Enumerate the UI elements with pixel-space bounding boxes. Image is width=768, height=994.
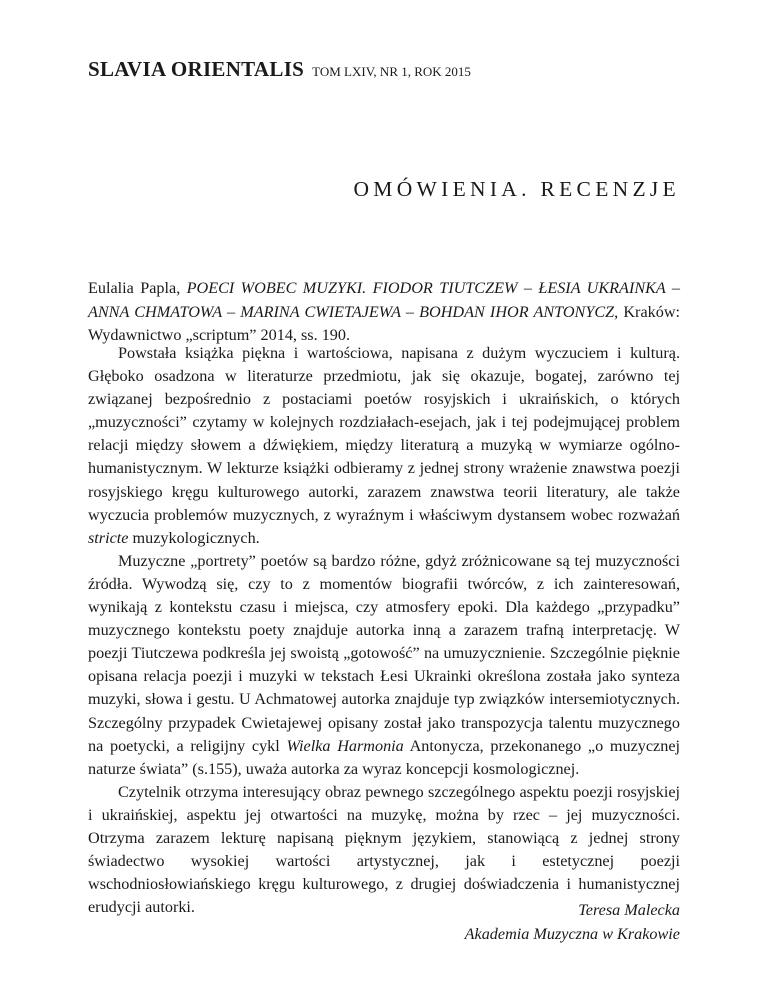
journal-header <box>88 57 471 82</box>
paragraph-1-emphasis: stricte <box>88 528 129 547</box>
paragraph-1 <box>88 342 680 550</box>
paragraph-2-text-b: Antonycza, przekonanego „o muzycznej naturze świata” (s.155), uważa autorka za wyraz koncepcji kosmologicznej. <box>88 736 680 778</box>
review-body <box>88 342 680 919</box>
paragraph-1-text-a: Powstała książka piękna i wartościowa, napisana z dużym wyczuciem i kulturą. Głęboko osadzona w literaturze przedmiotu, jak się okazuje, bogatej, zarówno tej związanej bezpośrednio z postaciami poetów rosyjskich i ukraińskich, o których „muzyczności” czytamy w kolejnych rozdziałach-esejach, jak i tej podejmującej problem relacji między słowem a dźwiękiem, między literaturą a muzyką w wymiarze ogólno-humanistycznym. W lekturze książki odbieramy z jednej strony wrażenie znawstwa poezji rosyjskiego kręgu kulturowego autorki, zarazem znawstwa teorii literatury, ale także wyczucia problemów muzycznych, z wyraźnym i właściwym dystansem wobec rozważań <box>88 344 680 524</box>
reviewer-affiliation: Akademia Muzyczna w Krakowie <box>464 925 680 943</box>
reviewed-work-author: Eulalia Papla, <box>88 279 187 297</box>
journal-title: SLAVIA ORIENTALIS <box>88 57 305 81</box>
reviewer-name: Teresa Malecka <box>578 901 680 919</box>
section-title: OMÓWIENIA. RECENZJE <box>353 177 680 201</box>
issue-info: TOM LXIV, NR 1, ROK 2015 <box>312 64 471 79</box>
signature <box>465 898 680 946</box>
reviewed-work-publication: , Kraków: Wydawnictwo „scriptum” 2014, ss. 190. <box>88 302 681 344</box>
reviewed-work-title: POECI WOBEC MUZYKI. FIODOR TIUTCZEW – ŁESIA UKRAINKA – ANNA CHMATOWA – MARINA CWIETAJEWA – BOHDAN IHOR ANTONYCZ <box>88 279 680 321</box>
paragraph-2-emphasis: Wielka Harmonia <box>286 736 404 755</box>
reviewed-work <box>88 277 680 348</box>
paragraph-2 <box>88 550 680 781</box>
paragraph-3: Czytelnik otrzyma interesujący obraz pewnego szczególnego aspektu poezji rosyjskiej i ukraińskiej, aspektu jej otwartości na muzykę, można by rzec – jej muzyczności. Otrzyma zarazem lekturę napisaną pięknym językiem, stanowiącą z jednej strony świadectwo wysokiej wartości artystycznej, jak i estetycznej poezji wschodniosłowiańskiego kręgu kulturowego, z drugiej doświadczenia i humanistycznej erudycji autorki. <box>88 782 680 917</box>
paragraph-2-text-a: Muzyczne „portrety” poetów są bardzo różne, gdyż zróżnicowane są tej muzyczności źródła. Wywodzą się, czy to z momentów biografii twórców, z ich zainteresowań, wynikają z kontekstu czasu i miejsca, czy atmosfery epoki. Dla każdego „przypadku” muzycznego kontekstu poety znajduje autorka inną a zarazem trafną interpretację. W poezji Tiutczewa podkreśla jej swoistą „gotowość” na umuzycznienie. Szczególnie pięknie opisana relacja poezji i muzyki w tekstach Łesi Ukrainki określona została jako synteza muzyki, słowa i gestu. U Achmatowej autorka znajduje typ związków intersemiotycznych. Szczególny przypadek Cwietajewej opisany został jako transpozycja talentu muzycznego na poetycki, a religijny cykl <box>88 551 680 755</box>
paragraph-1-text-b: muzykologicznych. <box>128 528 260 547</box>
